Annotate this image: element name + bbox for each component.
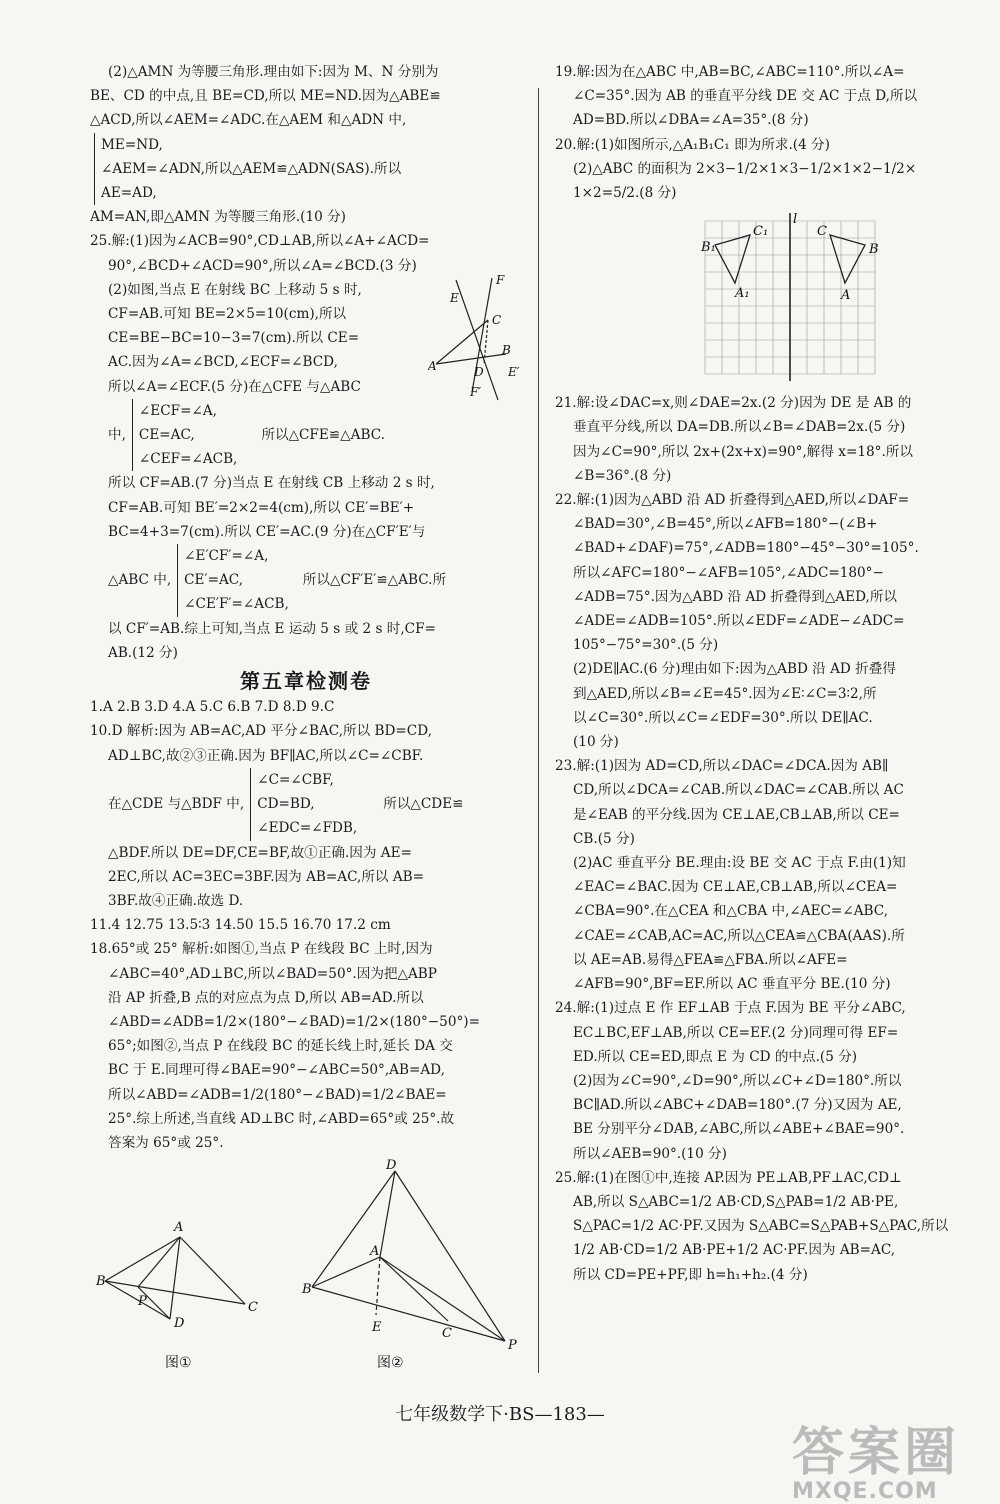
text-line: ∠CE′F′=∠ACB, <box>184 596 289 613</box>
grid-figure-q20 <box>555 209 995 387</box>
text-line: ∠AFB=90°,BF=EF.所以 AC 垂直平分 BE.(10 分) <box>573 976 891 993</box>
svg-text:P: P <box>508 1338 517 1354</box>
svg-text:A: A <box>370 1244 380 1260</box>
text-line: 25.解:(1)在图①中,连接 AP.因为 PE⊥AB,PF⊥AC,CD⊥ <box>555 1169 902 1186</box>
text-line: S△PAC=1/2 AC·PF.又因为 S△ABC=S△PAB+S△PAC,所以 <box>573 1218 949 1235</box>
text-span: 所以△CDE≌ <box>383 796 464 813</box>
text-line: (2)DE∥AC.(6 分)理由如下:因为△ABD 沿 AD 折叠得 <box>573 661 896 678</box>
text-line: ∠ABD=∠ADB=1/2×(180°−∠BAD)=1/2×(180°−50°)= <box>108 1013 480 1030</box>
equation-row <box>90 544 522 617</box>
figures-q18 <box>90 1159 520 1379</box>
text-line: CF=AB.可知 BE′=2×2=4(cm),所以 CE′=BE′+ <box>108 499 415 516</box>
text-line: 20.解:(1)如图所示,△A₁B₁C₁ 即为所求.(4 分) <box>555 136 830 153</box>
page-footer: 七年级数学下·BS—183— <box>395 1404 605 1425</box>
text-line: 90°,∠BCD+∠ACD=90°,所以∠A=∠BCD.(3 分) <box>108 257 417 274</box>
text-line: △BDF.所以 DE=DF,CE=BF,故①正确.因为 AE= <box>108 844 412 861</box>
text-line: 所以 CD=PE+PF,即 h=h₁+h₂.(4 分) <box>573 1266 808 1283</box>
text-span: 中, <box>108 427 126 444</box>
text-line: 1/2 AB·CD=1/2 AB·PE+1/2 AC·PF.因为 AB=AC, <box>573 1242 896 1259</box>
text-line: (2)如图,当点 E 在射线 BC 上移动 5 s 时, <box>108 281 362 298</box>
text-line: (2)△ABC 的面积为 2×3−1/2×1×3−1/2×1×2−1/2× <box>573 160 917 177</box>
text-line: 垂直平分线,所以 DA=DB.所以∠B=∠DAB=2x.(5 分) <box>573 419 906 436</box>
text-line: 2EC,所以 AC=3EC=3BF.因为 AB=AC,所以 AB= <box>108 868 425 885</box>
text-line: BC 于 E.同理可得∠BAE=90°−∠ABC=50°,AB=AD, <box>108 1062 445 1079</box>
text-line: (2)AC 垂直平分 BE.理由:设 BE 交 AC 于点 F.由(1)知 <box>573 855 906 872</box>
text-line: AB.(12 分) <box>108 644 178 661</box>
point-label: C₁ <box>753 224 769 240</box>
svg-text:A: A <box>174 1220 184 1236</box>
axis-label: l <box>793 212 798 228</box>
equation-row <box>90 399 522 472</box>
text-line: ∠ABC=40°,AD⊥BC,所以∠BAD=50°.因为把△ABP <box>108 965 437 982</box>
text-line: 以∠C=30°.所以∠C=∠EDF=30°.所以 DE∥AC. <box>573 709 873 726</box>
figure-label: 图① <box>165 1355 192 1372</box>
text-line: ED.所以 CE=ED,即点 E 为 CD 的中点.(5 分) <box>573 1048 858 1065</box>
text-line: 11.4 12.75 13.5∶3 14.50 15.5 16.70 17.2 cm <box>90 917 391 934</box>
text-line: AE=AD, <box>101 185 157 202</box>
text-line: ∠AEM=∠ADN,所以△AEM≌△ADN(SAS).所以 <box>101 160 402 177</box>
text-line: AC.因为∠A=∠BCD,∠ECF=∠BCD, <box>108 354 338 371</box>
text-line: BC=4+3=7(cm).所以 CE′=AC.(9 分)在△CF′E′与 <box>108 523 426 540</box>
svg-text:B: B <box>302 1282 312 1298</box>
text-line: 1×2=5/2.(8 分) <box>573 185 677 202</box>
text-line: ∠CBA=90°.在△CEA 和△CBA 中,∠AEC=∠ABC, <box>573 903 889 920</box>
text-line: ∠C=35°.因为 AB 的垂直平分线 DE 交 AC 于点 D,所以 <box>573 88 918 105</box>
svg-text:D: D <box>386 1159 397 1174</box>
text-line: ∠ADB=75°.因为△ABD 沿 AD 折叠得到△AED,所以 <box>573 588 898 605</box>
text-line: CE=BE−BC=10−3=7(cm).所以 CE= <box>108 330 360 347</box>
text-line: 105°−75°=30°.(5 分) <box>573 637 719 654</box>
text-line: 25°.综上所述,当直线 AD⊥BC 时,∠ABD=65°或 25°.故 <box>108 1110 455 1127</box>
chapter-title: 第五章检测卷 <box>240 669 372 694</box>
text-line: AD=BD.所以∠DBA=∠A=35°.(8 分) <box>573 112 809 129</box>
left-column <box>90 60 522 1383</box>
text-line: ∠ADE=∠ADB=105°.所以∠EDF=∠ADE−∠ADC= <box>573 613 905 630</box>
text-line: CB.(5 分) <box>573 830 635 847</box>
text-line: CF=AB.可知 BE=2×5=10(cm),所以 <box>108 306 347 323</box>
text-line: 19.解:因为在△ABC 中,AB=BC,∠ABC=110°.所以∠A= <box>555 64 905 80</box>
text-line: 65°;如图②,当点 P 在线段 BC 的延长线上时,延长 DA 交 <box>108 1038 453 1055</box>
text-line: 所以∠A=∠ECF.(5 分)在△CFE 与△ABC <box>108 378 361 395</box>
text-line: (2)因为∠C=90°,∠D=90°,所以∠C+∠D=180°.所以 <box>573 1072 902 1089</box>
text-line: 到△AED,所以∠B=∠E=45°.因为∠E∶∠C=3∶2,所 <box>573 685 877 702</box>
column-divider <box>538 88 539 1373</box>
text-line: 答案为 65°或 25°. <box>108 1134 224 1151</box>
svg-text:C: C <box>492 312 502 327</box>
text-line: 23.解:(1)因为 AD=CD,所以∠DAC=∠DCA.因为 AB∥ <box>555 758 889 775</box>
text-line: 所以∠ABD=∠ADB=1/2(180°−∠BAD)=1/2∠BAE= <box>108 1086 447 1103</box>
text-line: AB,所以 S△ABC=1/2 AB·CD,S△PAB=1/2 AB·PE, <box>573 1193 899 1210</box>
text-line: 25.解:(1)因为∠ACB=90°,CD⊥AB,所以∠A+∠ACD= <box>90 233 430 250</box>
text-line: AD⊥BC,故②③正确.因为 BF∥AC,所以∠C=∠CBF. <box>108 747 424 764</box>
text-line: BE 分别平分∠DAB,∠ABC,所以∠ABE+∠BAE=90°. <box>573 1121 905 1138</box>
text-line: ∠BAD+∠DAF)=75°,∠ADB=180°−45°−30°=105°. <box>573 540 919 557</box>
svg-text:B: B <box>96 1274 106 1290</box>
text-line: 10.D 解析:因为 AB=AC,AD 平分∠BAC,所以 BD=CD, <box>90 723 432 740</box>
text-line: 是∠EAB 的平分线.因为 CE⊥AE,CB⊥AB,所以 CE= <box>573 806 900 823</box>
text-line: △ACD,所以∠AEM=∠ADC.在△AEM 和△ADN 中, <box>90 112 407 129</box>
watermark-url: MXQE.COM <box>792 1479 938 1504</box>
svg-text:D: D <box>174 1316 185 1332</box>
watermark <box>792 1410 960 1504</box>
text-line: 21.解:设∠DAC=x,则∠DAE=2x.(2 分)因为 DE 是 AB 的 <box>555 395 912 412</box>
text-line: 沿 AP 折叠,B 点的对应点为点 D,所以 AB=AD.所以 <box>108 989 424 1006</box>
point-label: B <box>869 242 879 258</box>
text-span: 所以△CF′E′≌△ABC.所 <box>302 572 447 589</box>
text-line: ∠CAE=∠CAB,AC=AC,所以△CEA≌△CBA(AAS).所 <box>573 927 905 944</box>
text-line: 1.A 2.B 3.D 4.A 5.C 6.B 7.D 8.D 9.C <box>90 699 335 716</box>
text-line: (2)△AMN 为等腰三角形.理由如下:因为 M、N 分别为 <box>108 64 439 80</box>
svg-text:D: D <box>474 364 484 379</box>
text-line: ∠B=36°.(8 分) <box>573 467 672 484</box>
svg-text:F: F <box>496 272 505 287</box>
text-line: 以 CF′=AB.综上可知,当点 E 运动 5 s 或 2 s 时,CF= <box>108 620 436 637</box>
text-line: 所以∠AFC=180°−∠AFB=105°,∠ADC=180°− <box>573 564 884 581</box>
svg-text:E: E <box>372 1320 382 1336</box>
text-line: EC⊥BC,EF⊥AB,所以 CE=EF.(2 分)同理可得 EF= <box>573 1024 899 1041</box>
text-line: ∠BAD=30°,∠B=45°,所以∠AFB=180°−(∠B+ <box>573 516 878 533</box>
text-line: 以 AE=AB.易得△FEA≌△FBA.所以∠AFE= <box>573 951 848 968</box>
svg-text:F′: F′ <box>470 384 482 399</box>
equation-row <box>90 768 522 841</box>
svg-text:E: E <box>450 290 459 305</box>
svg-text:A: A <box>428 358 437 373</box>
text-line: CD=BD, <box>257 796 315 813</box>
svg-text:C: C <box>442 1326 452 1342</box>
text-line: 所以∠AEB=90°.(10 分) <box>573 1145 727 1162</box>
text-line: BC∥AD.所以∠ABC+∠DAB=180°.(7 分)又因为 AE, <box>573 1097 902 1114</box>
text-line: ∠EDC=∠FDB, <box>257 820 358 837</box>
text-line: ME=ND, <box>101 136 163 153</box>
right-column <box>555 60 995 1287</box>
text-line: ∠E′CF′=∠A, <box>184 548 269 565</box>
text-line: 因为∠C=90°,所以 2x+(2x+x)=90°,解得 x=18°.所以 <box>573 443 913 460</box>
equation-system <box>94 133 522 206</box>
text-line: ∠ECF=∠A, <box>138 402 217 419</box>
text-line: ∠C=∠CBF, <box>257 771 334 788</box>
text-line: CE=AC, <box>138 427 195 444</box>
text-line: ∠EAC=∠BAC.因为 CE⊥AE,CB⊥AB,所以∠CEA= <box>573 879 898 896</box>
point-label: C <box>817 224 827 240</box>
text-line: 18.65°或 25° 解析:如图①,当点 P 在线段 BC 上时,因为 <box>90 941 433 958</box>
text-line: 22.解:(1)因为△ABD 沿 AD 折叠得到△AED,所以∠DAF= <box>555 492 910 509</box>
text-line: AM=AN,即△AMN 为等腰三角形.(10 分) <box>90 209 346 226</box>
text-line: CE′=AC, <box>184 572 244 589</box>
text-line: 24.解:(1)过点 E 作 EF⊥AB 于点 F.因为 BE 平分∠ABC, <box>555 1000 906 1017</box>
equation-system <box>250 768 357 841</box>
text-line: 3BF.故④正确.故选 D. <box>108 892 244 909</box>
equation-system <box>132 399 237 472</box>
text-line: CD,所以∠DCA=∠CAB.所以∠DAC=∠CAB.所以 AC <box>573 782 904 799</box>
point-label: B₁ <box>701 240 716 256</box>
figure-label: 图② <box>377 1355 404 1372</box>
svg-text:B: B <box>502 342 511 357</box>
text-line: (10 分) <box>573 734 619 751</box>
text-span: 在△CDE 与△BDF 中, <box>108 796 245 813</box>
equation-system <box>177 544 289 617</box>
text-span: 所以△CFE≌△ABC. <box>261 427 385 444</box>
point-label: A₁ <box>735 286 750 302</box>
text-line: BE、CD 的中点,且 BE=CD,所以 ME=ND.因为△ABE≌ <box>90 88 441 105</box>
text-line: 所以 CF=AB.(7 分)当点 E 在射线 CB 上移动 2 s 时, <box>108 475 435 492</box>
figure-q25 <box>428 272 528 407</box>
svg-text:C: C <box>248 1300 258 1316</box>
svg-text:E′: E′ <box>508 364 520 379</box>
watermark-title: 答案圈 <box>792 1423 961 1483</box>
q25-block <box>90 272 522 399</box>
text-span: △ABC 中, <box>108 572 172 589</box>
svg-text:P: P <box>138 1294 147 1310</box>
text-line: ∠CEF=∠ACB, <box>138 451 238 468</box>
point-label: A <box>841 288 851 304</box>
